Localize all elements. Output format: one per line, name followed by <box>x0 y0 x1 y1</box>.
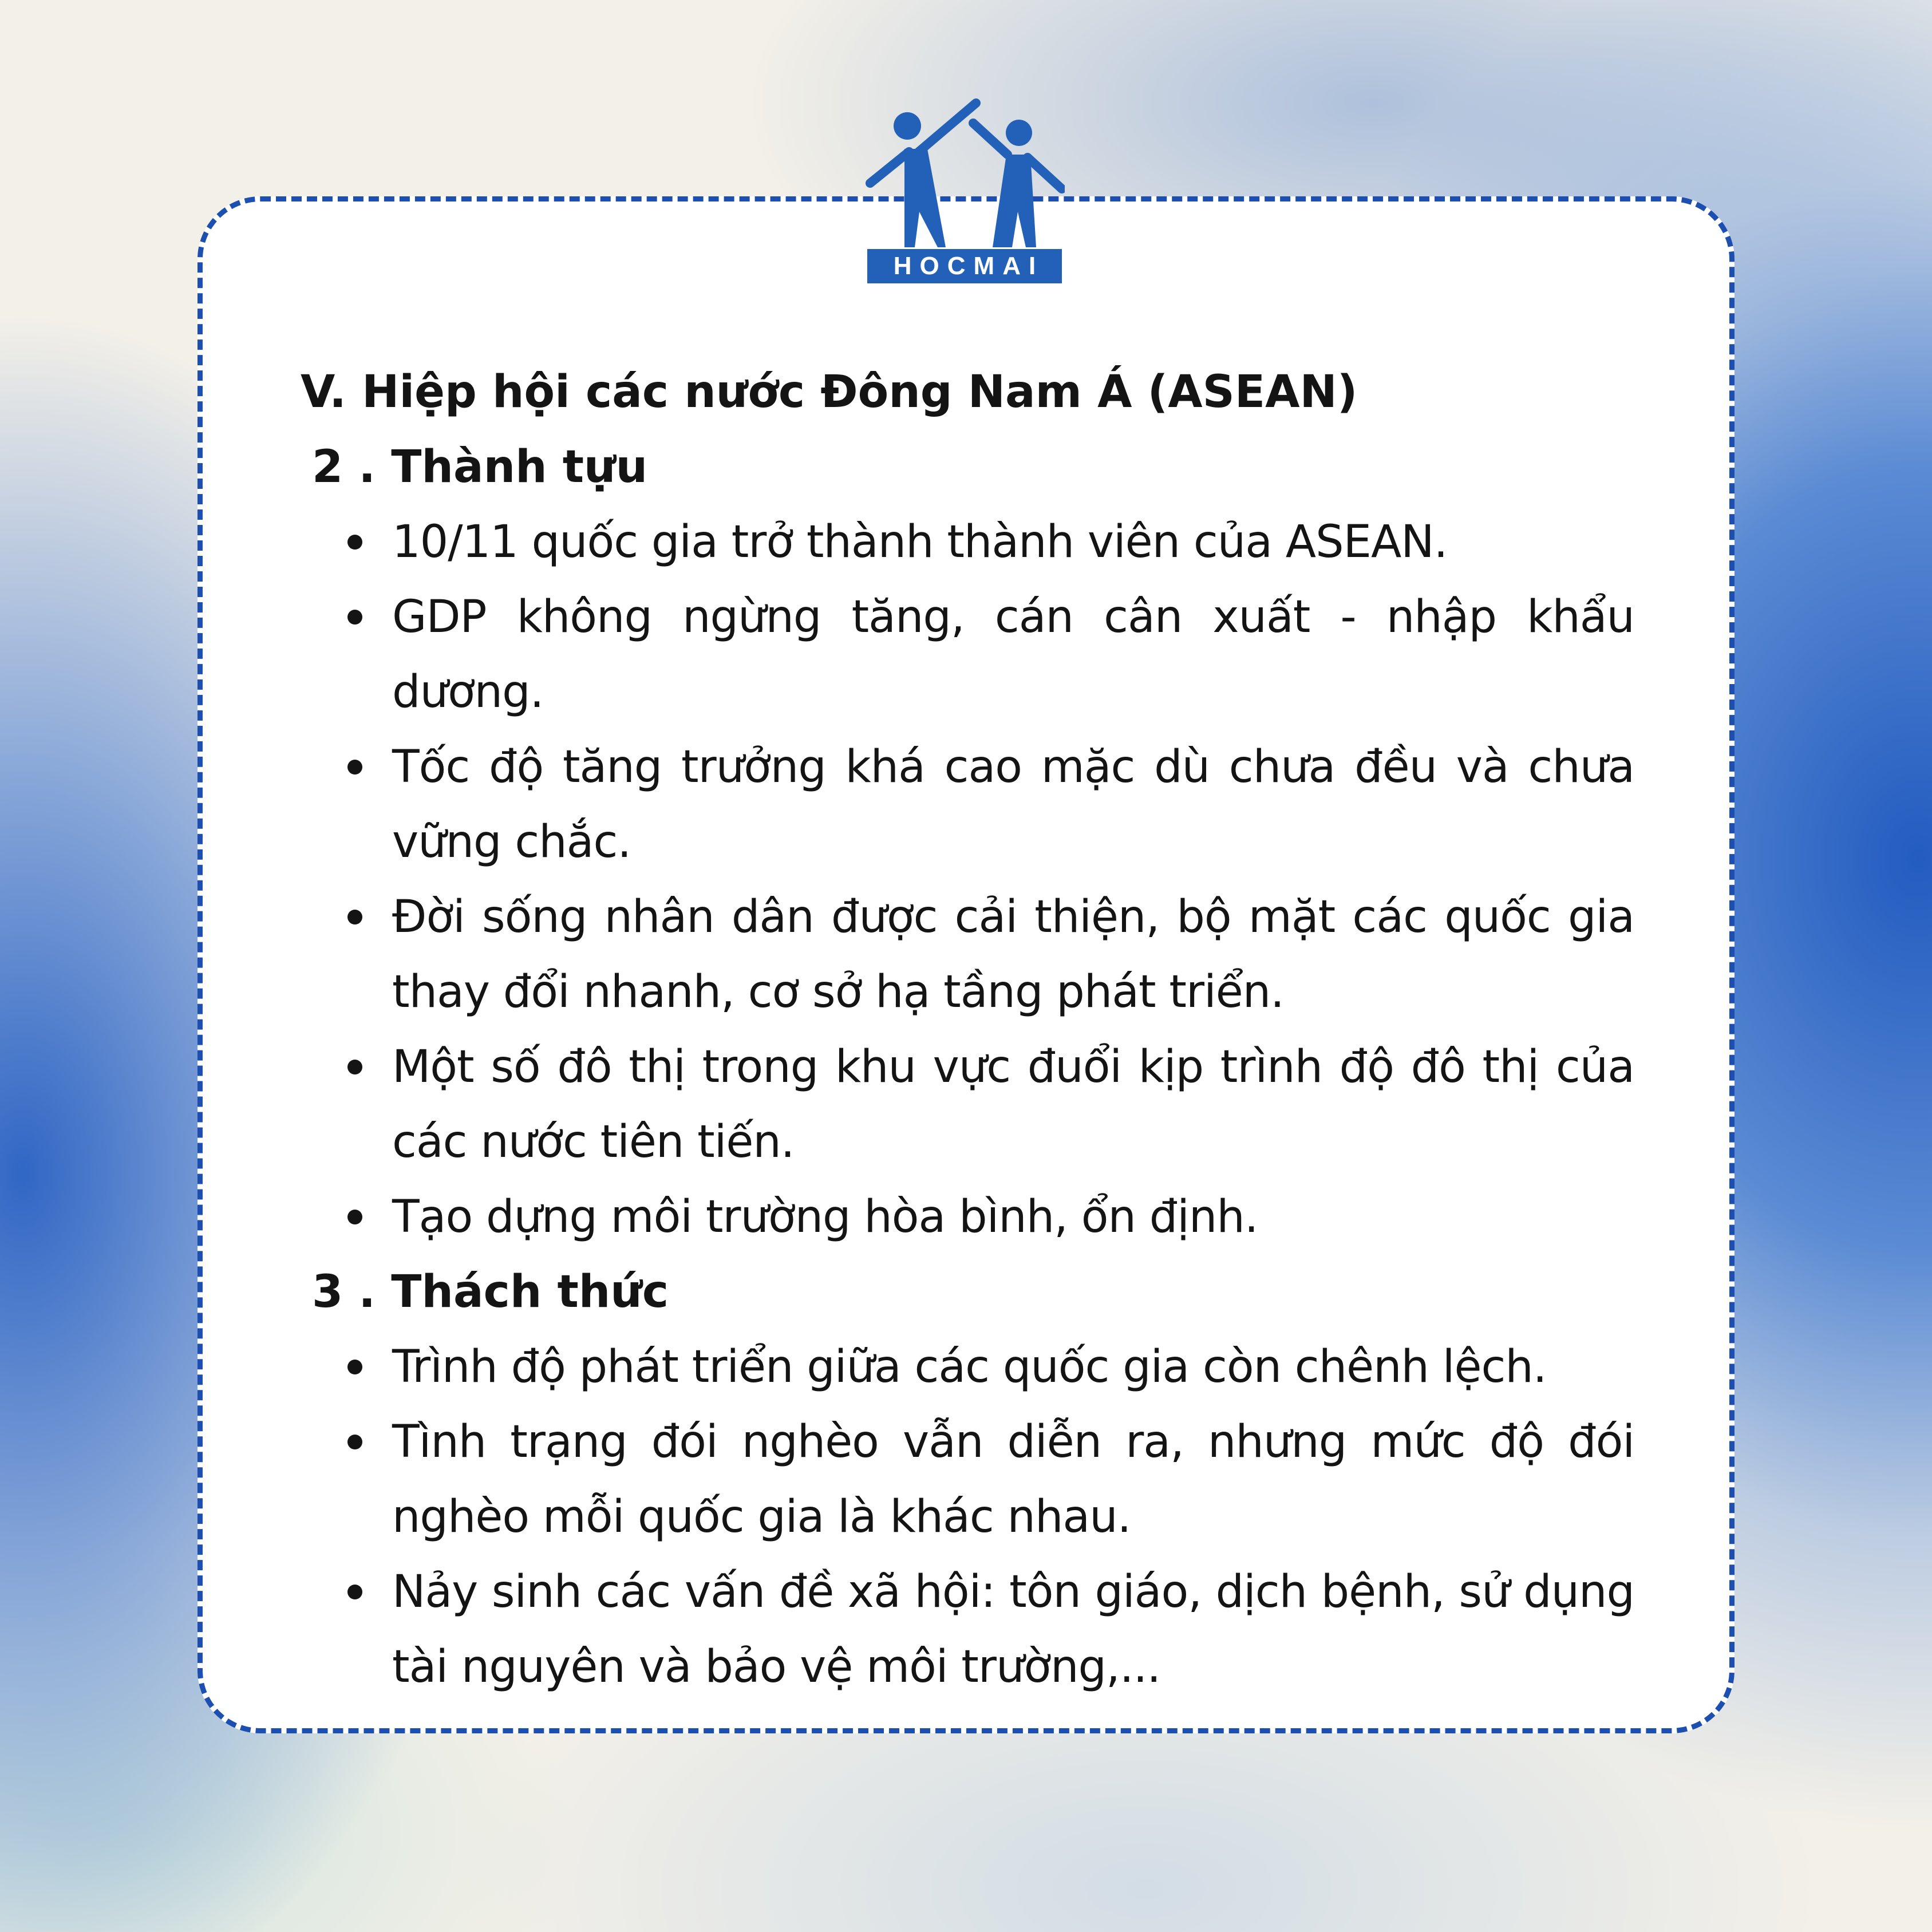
logo-wordmark: HOCMAI <box>867 249 1062 283</box>
challenges-list <box>301 1330 1634 1705</box>
list-item: Tạo dựng môi trường hòa bình, ổn định. <box>301 1180 1634 1255</box>
bullet-icon <box>347 1435 362 1449</box>
list-item: Nảy sinh các vấn đề xã hội: tôn giáo, dịch bệnh, sử dụng tài nguyên và bảo vệ môi trường,... <box>301 1555 1634 1705</box>
bullet-icon <box>347 760 362 775</box>
bullet-icon <box>347 1360 362 1374</box>
section-heading-achievements: 2 . Thành tựu <box>312 441 648 493</box>
people-figures-icon <box>864 97 1065 252</box>
list-item: Trình độ phát triển giữa các quốc gia còn chênh lệch. <box>301 1330 1634 1405</box>
bullet-icon <box>347 535 362 550</box>
bullet-icon <box>347 610 362 625</box>
list-item: Một số đô thị trong khu vực đuổi kịp trình độ đô thị của các nước tiên tiến. <box>301 1030 1634 1180</box>
hocmai-logo <box>864 97 1065 289</box>
main-content <box>301 355 1634 1705</box>
section-heading-challenges: 3 . Thách thức <box>312 1266 669 1318</box>
bullet-icon <box>347 1060 362 1074</box>
list-item: 10/11 quốc gia trở thành thành viên của ASEAN. <box>301 505 1634 580</box>
list-item: GDP không ngừng tăng, cán cân xuất - nhập khẩu dương. <box>301 580 1634 730</box>
list-item: Tình trạng đói nghèo vẫn diễn ra, nhưng mức độ đói nghèo mỗi quốc gia là khác nhau. <box>301 1405 1634 1555</box>
achievements-list <box>301 505 1634 1255</box>
bullet-icon <box>347 910 362 924</box>
bullet-icon <box>347 1585 362 1599</box>
bullet-icon <box>347 1210 362 1224</box>
page-title: V. Hiệp hội các nước Đông Nam Á (ASEAN) <box>301 366 1358 418</box>
list-item: Đời sống nhân dân được cải thiện, bộ mặt các quốc gia thay đổi nhanh, cơ sở hạ tầng phát triển. <box>301 880 1634 1030</box>
list-item: Tốc độ tăng trưởng khá cao mặc dù chưa đều và chưa vững chắc. <box>301 730 1634 880</box>
